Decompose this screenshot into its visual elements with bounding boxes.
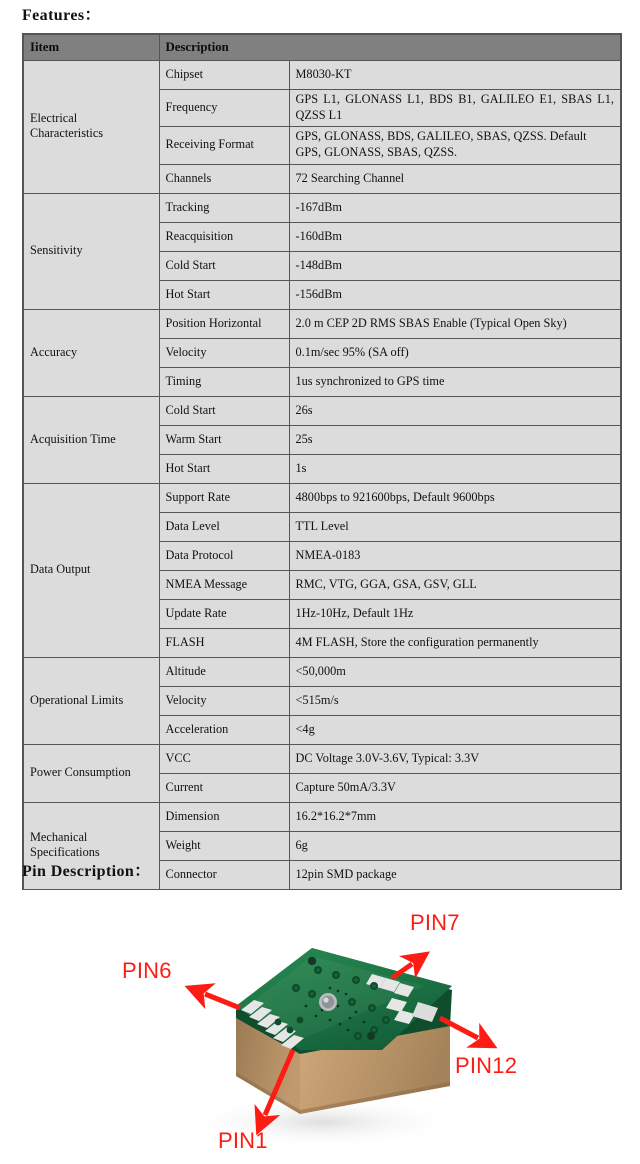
table-sub-cell: Velocity (159, 686, 289, 715)
table-desc-cell: 6g (289, 831, 621, 860)
table-sub-cell: Velocity (159, 338, 289, 367)
pin-label-pin7: PIN7 (410, 910, 460, 935)
table-desc-cell: GPS, GLONASS, BDS, GALILEO, SBAS, QZSS. Default GPS, GLONASS, SBAS, QZSS. (289, 127, 621, 164)
table-desc-cell: 4M FLASH, Store the configuration permanently (289, 628, 621, 657)
table-desc-cell: 2.0 m CEP 2D RMS SBAS Enable (Typical Open Sky) (289, 309, 621, 338)
table-desc-cell: 26s (289, 396, 621, 425)
table-sub-cell: Data Level (159, 512, 289, 541)
table-body (23, 61, 621, 948)
table-sub-cell: NMEA Message (159, 570, 289, 599)
table-desc-cell: TTL Level (289, 512, 621, 541)
table-group-cell: Mechanical Specifications (23, 802, 159, 889)
table-group-cell: Power Consumption (23, 744, 159, 802)
column-header-description: Description (159, 34, 621, 61)
table-sub-cell: Reacquisition (159, 222, 289, 251)
mounting-hole-top-bore (310, 959, 314, 963)
table-row (23, 657, 621, 686)
table-desc-cell: 0.1m/sec 95% (SA off) (289, 338, 621, 367)
table-desc-cell: -167dBm (289, 193, 621, 222)
table-sub-cell: Channels (159, 164, 289, 193)
gps-module-photo (0, 890, 640, 1164)
table-sub-cell: Update Rate (159, 599, 289, 628)
table-row (23, 744, 621, 773)
table-group-cell: Accuracy (23, 309, 159, 396)
table-sub-cell: Data Protocol (159, 541, 289, 570)
table-desc-cell: 72 Searching Channel (289, 164, 621, 193)
table-sub-cell: Receiving Format (159, 127, 289, 164)
table-desc-cell: 1s (289, 454, 621, 483)
table-desc-cell: 16.2*16.2*7mm (289, 802, 621, 831)
center-solder-pad-inner (322, 996, 334, 1008)
table-sub-cell: Support Rate (159, 483, 289, 512)
table-desc-cell: 25s (289, 425, 621, 454)
table-sub-cell: Frequency (159, 90, 289, 127)
table-group-cell: Operational Limits (23, 657, 159, 744)
mounting-hole-bottom-bore (369, 1034, 373, 1038)
table-group-cell: Acquisition Time (23, 396, 159, 483)
table-sub-cell: Weight (159, 831, 289, 860)
table-sub-cell: VCC (159, 744, 289, 773)
table-group-cell: Data Output (23, 483, 159, 657)
table-sub-cell: Dimension (159, 802, 289, 831)
table-sub-cell: Timing (159, 367, 289, 396)
table-desc-cell: Capture 50mA/3.3V (289, 773, 621, 802)
table-sub-cell: Cold Start (159, 396, 289, 425)
table-header-row (23, 34, 621, 61)
table-desc-cell: -148dBm (289, 251, 621, 280)
table-sub-cell: Hot Start (159, 280, 289, 309)
features-heading: Features： (22, 7, 101, 24)
table-desc-cell: NMEA-0183 (289, 541, 621, 570)
table-header (23, 34, 621, 61)
table-sub-cell: Position Horizontal (159, 309, 289, 338)
table-sub-cell: FLASH (159, 628, 289, 657)
table-desc-cell: <515m/s (289, 686, 621, 715)
table-sub-cell: Warm Start (159, 425, 289, 454)
table-group-cell: Sensitivity (23, 193, 159, 309)
table-desc-cell: DC Voltage 3.0V-3.6V, Typical: 3.3V (289, 744, 621, 773)
table-desc-cell: RMC, VTG, GGA, GSA, GSV, GLL (289, 570, 621, 599)
table-sub-cell: Altitude (159, 657, 289, 686)
table-desc-cell: 12pin SMD package (289, 860, 621, 889)
pin-label-pin6: PIN6 (122, 958, 172, 983)
pin-description-figure (0, 890, 640, 1164)
table-desc-cell: <50,000m (289, 657, 621, 686)
table-sub-cell: Tracking (159, 193, 289, 222)
pin-label-pin12: PIN12 (455, 1053, 518, 1078)
table-desc-cell: -156dBm (289, 280, 621, 309)
table-desc-cell: 1us synchronized to GPS time (289, 367, 621, 396)
table-desc-cell: -160dBm (289, 222, 621, 251)
column-header-item: Iitem (23, 34, 159, 61)
table-sub-cell: Hot Start (159, 454, 289, 483)
table-row (23, 483, 621, 512)
table-desc-cell: M8030-KT (289, 61, 621, 90)
table-desc-cell: <4g (289, 715, 621, 744)
table-sub-cell: Chipset (159, 61, 289, 90)
table-desc-cell: 1Hz-10Hz, Default 1Hz (289, 599, 621, 628)
table-row (23, 802, 621, 831)
table-row (23, 193, 621, 222)
center-solder-highlight (323, 997, 328, 1002)
pin-description-heading: Pin Description： (22, 863, 151, 880)
table-row (23, 396, 621, 425)
table-group-cell: Electrical Characteristics (23, 61, 159, 194)
features-table-container (22, 33, 620, 949)
table-sub-cell: Cold Start (159, 251, 289, 280)
table-sub-cell: Acceleration (159, 715, 289, 744)
table-sub-cell: Current (159, 773, 289, 802)
table-desc-cell: 4800bps to 921600bps, Default 9600bps (289, 483, 621, 512)
table-row (23, 309, 621, 338)
arrow-pin6 (205, 994, 240, 1008)
table-row (23, 61, 621, 90)
table-desc-cell: GPS L1, GLONASS L1, BDS B1, GALILEO E1, SBAS L1, QZSS L1 (289, 90, 621, 127)
pin-label-pin1: PIN1 (218, 1128, 268, 1153)
table-sub-cell: Connector (159, 860, 289, 889)
features-spec-table (22, 33, 622, 949)
